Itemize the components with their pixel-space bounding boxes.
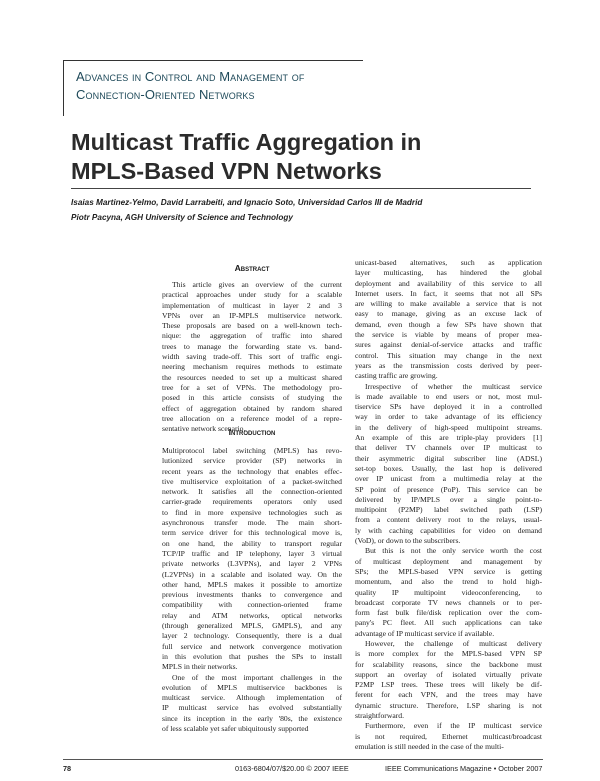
text-line: easy to manage, giving as an excuse lack of [355,309,542,319]
text-line: (L2VPNs) in a scalable and isolated way. On the [162,569,342,579]
text-line: unicast-based alternatives, such as application [355,258,542,267]
text-line: trees to manage the forwarding state vs. band- [162,341,342,351]
text-line: VPNs over an IP-MPLS multiservice network. [162,310,342,320]
text-line: is not required, Ethernet multicast/broadcast [355,731,542,741]
text-line: of multicast deployment and management by [355,556,542,566]
text-line: other hand, MPLS makes it possible to amortize [162,579,342,589]
text-line: lutionized service provider (SP) networks in [162,456,342,466]
text-line: broadcast corporate TV news channels or to per- [355,597,542,607]
section-title [76,68,376,104]
text-line: posed in this article consists of studying the [162,393,342,403]
text-line: nique: the aggregation of traffic into shared [162,331,342,341]
text-line: years as the transmission costs derived by peer- [355,360,542,370]
text-line: straightforward. [355,711,405,721]
abstract-heading: Abstract [234,263,270,273]
text-line: from a content delivery root to the relays, usual- [355,515,542,525]
text-line: the resources needed to set up a multicast shared [162,372,342,382]
text-line: layer 2 technology. Consequently, there is a dual [162,631,342,641]
text-line: delivered by IP/MPLS over a single point-to- [355,494,542,504]
text-line: TCP/IP traffic and IP telephony, layer 3 virtual [162,548,342,558]
text-line: network. It satisfies all the connection-oriented [162,487,342,497]
text-line: set-top boxes. Usually, the last hop is delivered [355,463,542,473]
text-line: form fast bulk file/disk replication over the com- [355,608,542,618]
author-line: Isaias Martinez-Yelmo, David Larrabeiti, and Ignacio Soto, Universidad Carlos III de Madrid [71,198,423,207]
text-line: that deliver TV channels over IP multicast to [355,443,542,453]
text-line: tree for a set of VPNs. The methodology pro- [162,382,342,392]
text-line: pany's PC fleet. All such applications can take [355,618,542,628]
text-line: SP point of presence (PoP). This service can be [355,484,542,494]
text-line: carrier-grade requirements operators only used [162,497,342,507]
text-line: compatibility with connection-oriented frame [162,600,342,610]
section-title-line: Advances in Control and Management of [76,69,305,84]
text-line: their asymmetric digital subscriber line (ADSL) [355,453,542,463]
text-line: deployment and availability of this service to all [355,278,542,288]
text-line: IP multicast service has evolved substantially [162,703,342,713]
text-line: support an overlay of isolated virtually private [355,669,542,679]
footer-divider [63,759,543,760]
text-line: Internet users. In fact, it seems that not all SPs [355,288,542,298]
text-line: casting traffic are growing. [355,371,438,381]
text-line: tive multiservice exploitation of a packet-switched [162,476,342,486]
text-line: evolution of MPLS multiservice backbones is [162,682,342,692]
text-line: asynchronous transfer mode. The main short- [162,518,342,528]
text-line: way in order to take advantage of its efficiency [355,412,542,422]
text-line: recent years as the technology that enables effec- [162,466,342,476]
text-line: of less scalable yet safer ubiquitously supported [162,724,309,734]
title-divider [71,188,531,189]
text-line: multipoint (P2MP) label switched path (LSP) [355,505,542,515]
section-rule-horizontal [63,60,363,61]
text-line: are willing to make available a service that is not [355,299,542,309]
text-line: sentative network scenario. [162,424,246,434]
text-line: on one hand, the ability to transport regular [162,538,342,548]
text-line: effect of aggregation obtained by random shared [162,403,342,413]
section-rule-vertical [63,60,64,116]
text-line: multicast service. Although implementation of [162,693,342,703]
right-column-body [355,258,542,752]
text-line: dynamic structure. Therefore, LSP sharing is not [355,700,542,710]
text-line: sures against denial-of-service attacks and traffic [355,340,542,350]
text-line: demand, even though a few SPs have shown that [355,319,542,329]
text-line: is made available to end users or not, most mul- [355,391,542,401]
text-line: full service and network convergence motivation [162,641,342,651]
text-line: Multiprotocol label switching (MPLS) has revo- [162,446,342,455]
introduction-heading: Introduction [228,427,276,437]
text-line: An example of this are triple-play providers [1] [355,433,542,443]
text-line: However, the challenge of multicast delivery [365,638,542,648]
text-line: neering mechanism requires methods to estimate [162,362,342,372]
text-line: (through generalized MPLS, GMPLS), and any [162,621,342,631]
text-line: emulation is still needed in the case of the multi- [355,741,504,751]
text-line: This article gives an overview of the current [172,280,342,289]
text-line: P2MP LSP trees. These trees will likely be dif- [355,680,542,690]
author-line: Piotr Pacyna, AGH University of Science and Technology [71,212,293,222]
text-line: implementation of multicast in layer 2 and 3 [162,300,342,310]
abstract-body [162,280,342,434]
text-line: previous investments thanks to convergence and [162,590,342,600]
text-line: since its inception in the early '80s, the existence [162,713,342,723]
text-line: quality IP multipoint videoconferencing, to [355,587,542,597]
text-line: advantage of IP multicast service if available. [355,628,495,638]
section-title-line: Connection-Oriented Networks [76,87,255,102]
text-line: control. This situation may change in the next [355,350,542,360]
text-line: momentum, and also the trend to hold high- [355,577,542,587]
text-line: Furthermore, even if the IP multicast service [365,721,542,731]
journal-info: IEEE Communications Magazine • October 2007 [385,764,543,773]
text-line: SPs; the MPLS-based VPN service is getting [355,566,542,576]
text-line: (VoD), or down to the subscribers. [355,536,461,546]
article-title [71,128,491,186]
text-line: layer multicasting, has hindered the global [355,268,542,278]
text-line: tree allocation on a reference model of a repre- [162,413,342,423]
article-title-line: MPLS-Based VPN Networks [71,158,382,184]
text-line: These proposals are based on a well-known tech- [162,321,342,331]
text-line: But this is not the only service worth the cost [365,546,542,556]
article-title-line: Multicast Traffic Aggregation in [71,129,422,155]
text-line: practical approaches under study for a scalable [162,290,342,300]
text-line: to find in more expensive technologies such as [162,507,342,517]
text-line: over IP unicast from a multimedia relay at the [355,474,542,484]
text-line: in this evolution that pushes the SPs to install [162,651,342,661]
text-line: private networks (L3VPNs), and layer 2 VPNs [162,559,342,569]
text-line: ly with caching capabilities for video on demand [355,525,542,535]
text-line: tiservice SPs have deployed it in a controlled [355,402,542,412]
copyright-notice: 0163-6804/07/$20.00 © 2007 IEEE [235,764,349,773]
text-line: ferent for each VPN, and the trees may have [355,690,542,700]
text-line: term service driver for this technological move is, [162,528,342,538]
page-number: 78 [63,764,72,773]
text-line: relay and ATM networks, optical networks [162,610,342,620]
text-line: is more complex for the MPLS-based VPN SP [355,649,542,659]
text-line: in the delivery of high-speed multipoint streams. [355,422,542,432]
text-line: width saving trade-off. This sort of traffic engi- [162,352,342,362]
text-line: Irrespective of whether the multicast service [365,381,542,391]
text-line: the service is viable by means of proper mea- [355,330,542,340]
introduction-body [162,446,342,734]
text-line: for scalability reasons, since the backbone must [355,659,542,669]
text-line: One of the most important challenges in the [172,672,342,682]
author-list [71,196,541,225]
text-line: MPLS in their networks. [162,662,238,672]
